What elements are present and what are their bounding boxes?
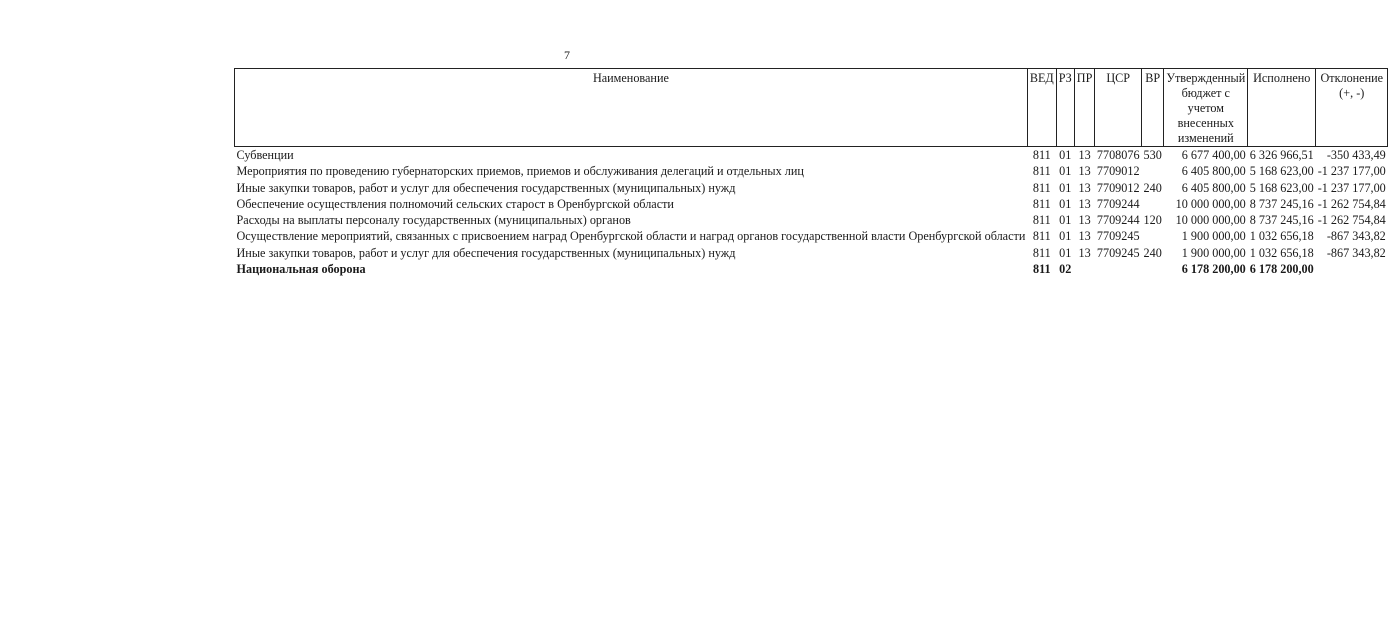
table-header-row <box>235 69 1388 147</box>
cell-pr: 13 <box>1078 229 1091 244</box>
cell-pr: 13 <box>1078 213 1091 228</box>
cell-csr: 7709244 <box>1096 196 1140 211</box>
cell-name: Осуществление мероприятий, связанных с присвоением наград Оренбургской области и наград органов государственной власти Оренбургской области <box>236 229 1026 244</box>
cell-vr: 240 <box>1143 245 1162 260</box>
table-row <box>235 147 1388 164</box>
cell-deviation: -1 237 177,00 <box>1317 164 1386 179</box>
cell-rz: 01 <box>1059 229 1072 244</box>
cell-executed: 5 168 623,00 <box>1249 164 1314 179</box>
header-deviation: Отклонение (+, -) <box>1316 69 1388 147</box>
cell-vr <box>1142 163 1164 179</box>
cell-deviation: -1 237 177,00 <box>1317 180 1386 195</box>
cell-name: Иные закупки товаров, работ и услуг для обеспечения государственных (муниципальных) нужд <box>236 180 736 195</box>
page-number: 7 <box>564 48 570 62</box>
cell-vr: 240 <box>1143 180 1162 195</box>
cell-deviation: -867 343,82 <box>1326 229 1386 244</box>
header-vr: ВР <box>1142 69 1164 147</box>
cell-pr: 13 <box>1078 164 1091 179</box>
cell-name: Национальная оборона <box>236 262 366 277</box>
header-approved: Утвержденный бюджет с учетом внесенных изменений <box>1164 69 1248 147</box>
cell-executed: 8 737 245,16 <box>1249 196 1314 211</box>
cell-ved: 811 <box>1032 180 1051 195</box>
cell-vr: 530 <box>1143 148 1162 162</box>
cell-vr: 120 <box>1143 213 1162 228</box>
header-rz: РЗ <box>1056 69 1074 147</box>
cell-csr: 7709245 <box>1096 245 1140 260</box>
cell-rz: 01 <box>1059 245 1072 260</box>
cell-ved: 811 <box>1032 196 1051 211</box>
cell-approved: 10 000 000,00 <box>1175 196 1246 211</box>
cell-executed: 5 168 623,00 <box>1249 180 1314 195</box>
cell-ved: 811 <box>1032 262 1051 277</box>
cell-executed: 8 737 245,16 <box>1249 213 1314 228</box>
header-ved: ВЕД <box>1027 69 1056 147</box>
table-row <box>235 212 1388 228</box>
cell-name: Иные закупки товаров, работ и услуг для обеспечения государственных (муниципальных) нужд <box>236 245 736 260</box>
cell-deviation: -867 343,82 <box>1326 245 1386 260</box>
cell-approved: 1 900 000,00 <box>1181 245 1246 260</box>
table-row <box>235 228 1388 244</box>
cell-deviation <box>1316 261 1388 277</box>
table-row <box>235 163 1388 179</box>
cell-executed: 6 178 200,00 <box>1249 262 1314 277</box>
cell-ved: 811 <box>1032 148 1051 162</box>
cell-ved: 811 <box>1032 213 1051 228</box>
cell-csr: 7708076 <box>1096 148 1140 162</box>
cell-executed: 6 326 966,51 <box>1249 148 1314 162</box>
header-executed: Исполнено <box>1248 69 1316 147</box>
cell-csr: 7709245 <box>1096 229 1140 244</box>
cell-csr: 7709012 <box>1096 180 1140 195</box>
cell-approved: 1 900 000,00 <box>1181 229 1246 244</box>
cell-ved: 811 <box>1032 229 1051 244</box>
cell-rz: 01 <box>1059 180 1072 195</box>
cell-approved: 6 405 800,00 <box>1181 180 1246 195</box>
cell-vr <box>1142 228 1164 244</box>
cell-deviation: -1 262 754,84 <box>1317 196 1386 211</box>
cell-pr: 13 <box>1078 196 1091 211</box>
cell-name: Расходы на выплаты персоналу государственных (муниципальных) органов <box>236 213 631 228</box>
table-row <box>235 245 1388 261</box>
cell-vr <box>1142 196 1164 212</box>
cell-csr: 7709244 <box>1096 213 1140 228</box>
cell-approved: 6 405 800,00 <box>1181 164 1246 179</box>
cell-executed: 1 032 656,18 <box>1249 229 1314 244</box>
budget-table <box>234 68 1388 277</box>
cell-vr <box>1142 261 1164 277</box>
cell-executed: 1 032 656,18 <box>1249 245 1314 260</box>
header-name: Наименование <box>235 69 1028 147</box>
cell-rz: 01 <box>1059 213 1072 228</box>
cell-approved: 6 178 200,00 <box>1181 262 1246 277</box>
cell-rz: 01 <box>1059 164 1072 179</box>
cell-pr: 13 <box>1078 245 1091 260</box>
cell-csr <box>1095 261 1142 277</box>
cell-approved: 10 000 000,00 <box>1175 213 1246 228</box>
cell-name: Обеспечение осуществления полномочий сельских старост в Оренбургской области <box>236 196 674 211</box>
cell-csr: 7709012 <box>1096 164 1140 179</box>
cell-pr <box>1074 261 1095 277</box>
header-csr: ЦСР <box>1095 69 1142 147</box>
header-pr: ПР <box>1074 69 1095 147</box>
cell-deviation: -1 262 754,84 <box>1317 213 1386 228</box>
cell-name: Субвенции <box>236 148 294 162</box>
cell-ved: 811 <box>1032 164 1051 179</box>
table-row <box>235 196 1388 212</box>
cell-approved: 6 677 400,00 <box>1181 148 1246 162</box>
cell-pr: 13 <box>1078 148 1091 162</box>
cell-name: Мероприятия по проведению губернаторских приемов, приемов и обслуживания делегаций и отдельных лиц <box>236 164 804 179</box>
cell-rz: 01 <box>1059 148 1072 162</box>
cell-rz: 02 <box>1059 262 1072 277</box>
cell-pr: 13 <box>1078 180 1091 195</box>
table-row-total <box>235 261 1388 277</box>
cell-ved: 811 <box>1032 245 1051 260</box>
cell-rz: 01 <box>1059 196 1072 211</box>
cell-deviation: -350 433,49 <box>1326 148 1386 162</box>
table-row <box>235 180 1388 196</box>
